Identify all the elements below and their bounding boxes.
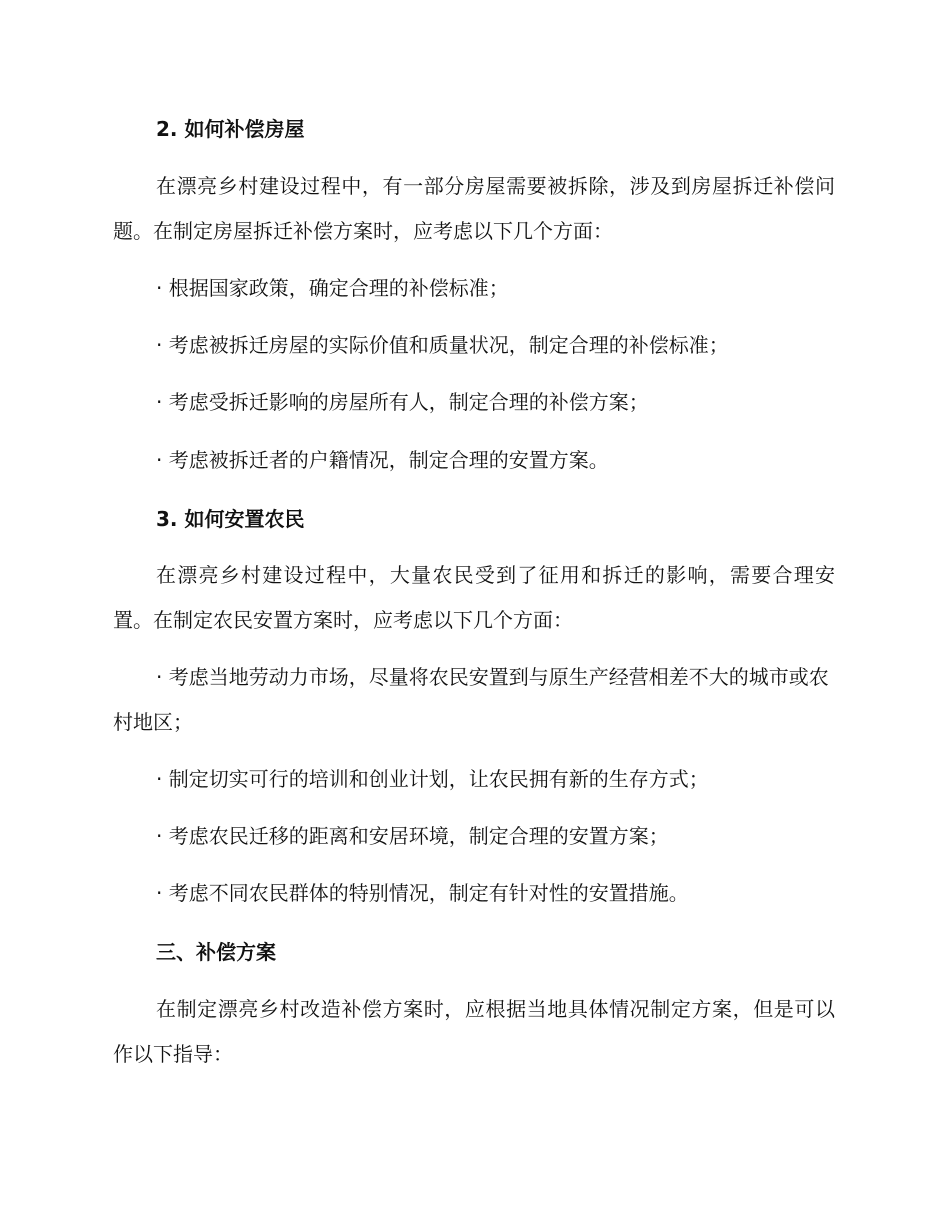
list-item: · 制定切实可行的培训和创业计划，让农民拥有新的生存方式； (156, 767, 709, 791)
paragraph-house-compensation-intro: 在漂亮乡村建设过程中，有一部分房屋需要被拆除，涉及到房屋拆迁补偿问题。在制定房屋拆迁补偿方案时，应考虑以下几个方面： (113, 174, 835, 243)
list-item: · 考虑被拆迁者的户籍情况，制定合理的安置方案。 (156, 448, 609, 472)
section-heading-compensation-plan: 三、补偿方案 (156, 940, 276, 964)
list-item: · 考虑不同农民群体的特别情况，制定有针对性的安置措施。 (156, 881, 689, 905)
list-item: · 考虑农民迁移的距离和安居环境，制定合理的安置方案； (156, 824, 669, 848)
section-heading-farmer-resettlement: 3. 如何安置农民 (156, 507, 305, 531)
list-item: · 考虑当地劳动力市场，尽量将农民安置到与原生产经营相差不大的城市或农村地区； (113, 665, 829, 734)
list-item: · 根据国家政策，确定合理的补偿标准； (156, 276, 509, 300)
list-item: · 考虑受拆迁影响的房屋所有人，制定合理的补偿方案； (156, 390, 649, 414)
paragraph-farmer-resettlement-intro: 在漂亮乡村建设过程中，大量农民受到了征用和拆迁的影响，需要合理安置。在制定农民安置方案时，应考虑以下几个方面： (113, 563, 835, 632)
section-heading-house-compensation: 2. 如何补偿房屋 (156, 117, 305, 141)
list-item: · 考虑被拆迁房屋的实际价值和质量状况，制定合理的补偿标准； (156, 333, 729, 357)
paragraph-compensation-plan-intro: 在制定漂亮乡村改造补偿方案时，应根据当地具体情况制定方案，但是可以作以下指导： (113, 997, 835, 1066)
